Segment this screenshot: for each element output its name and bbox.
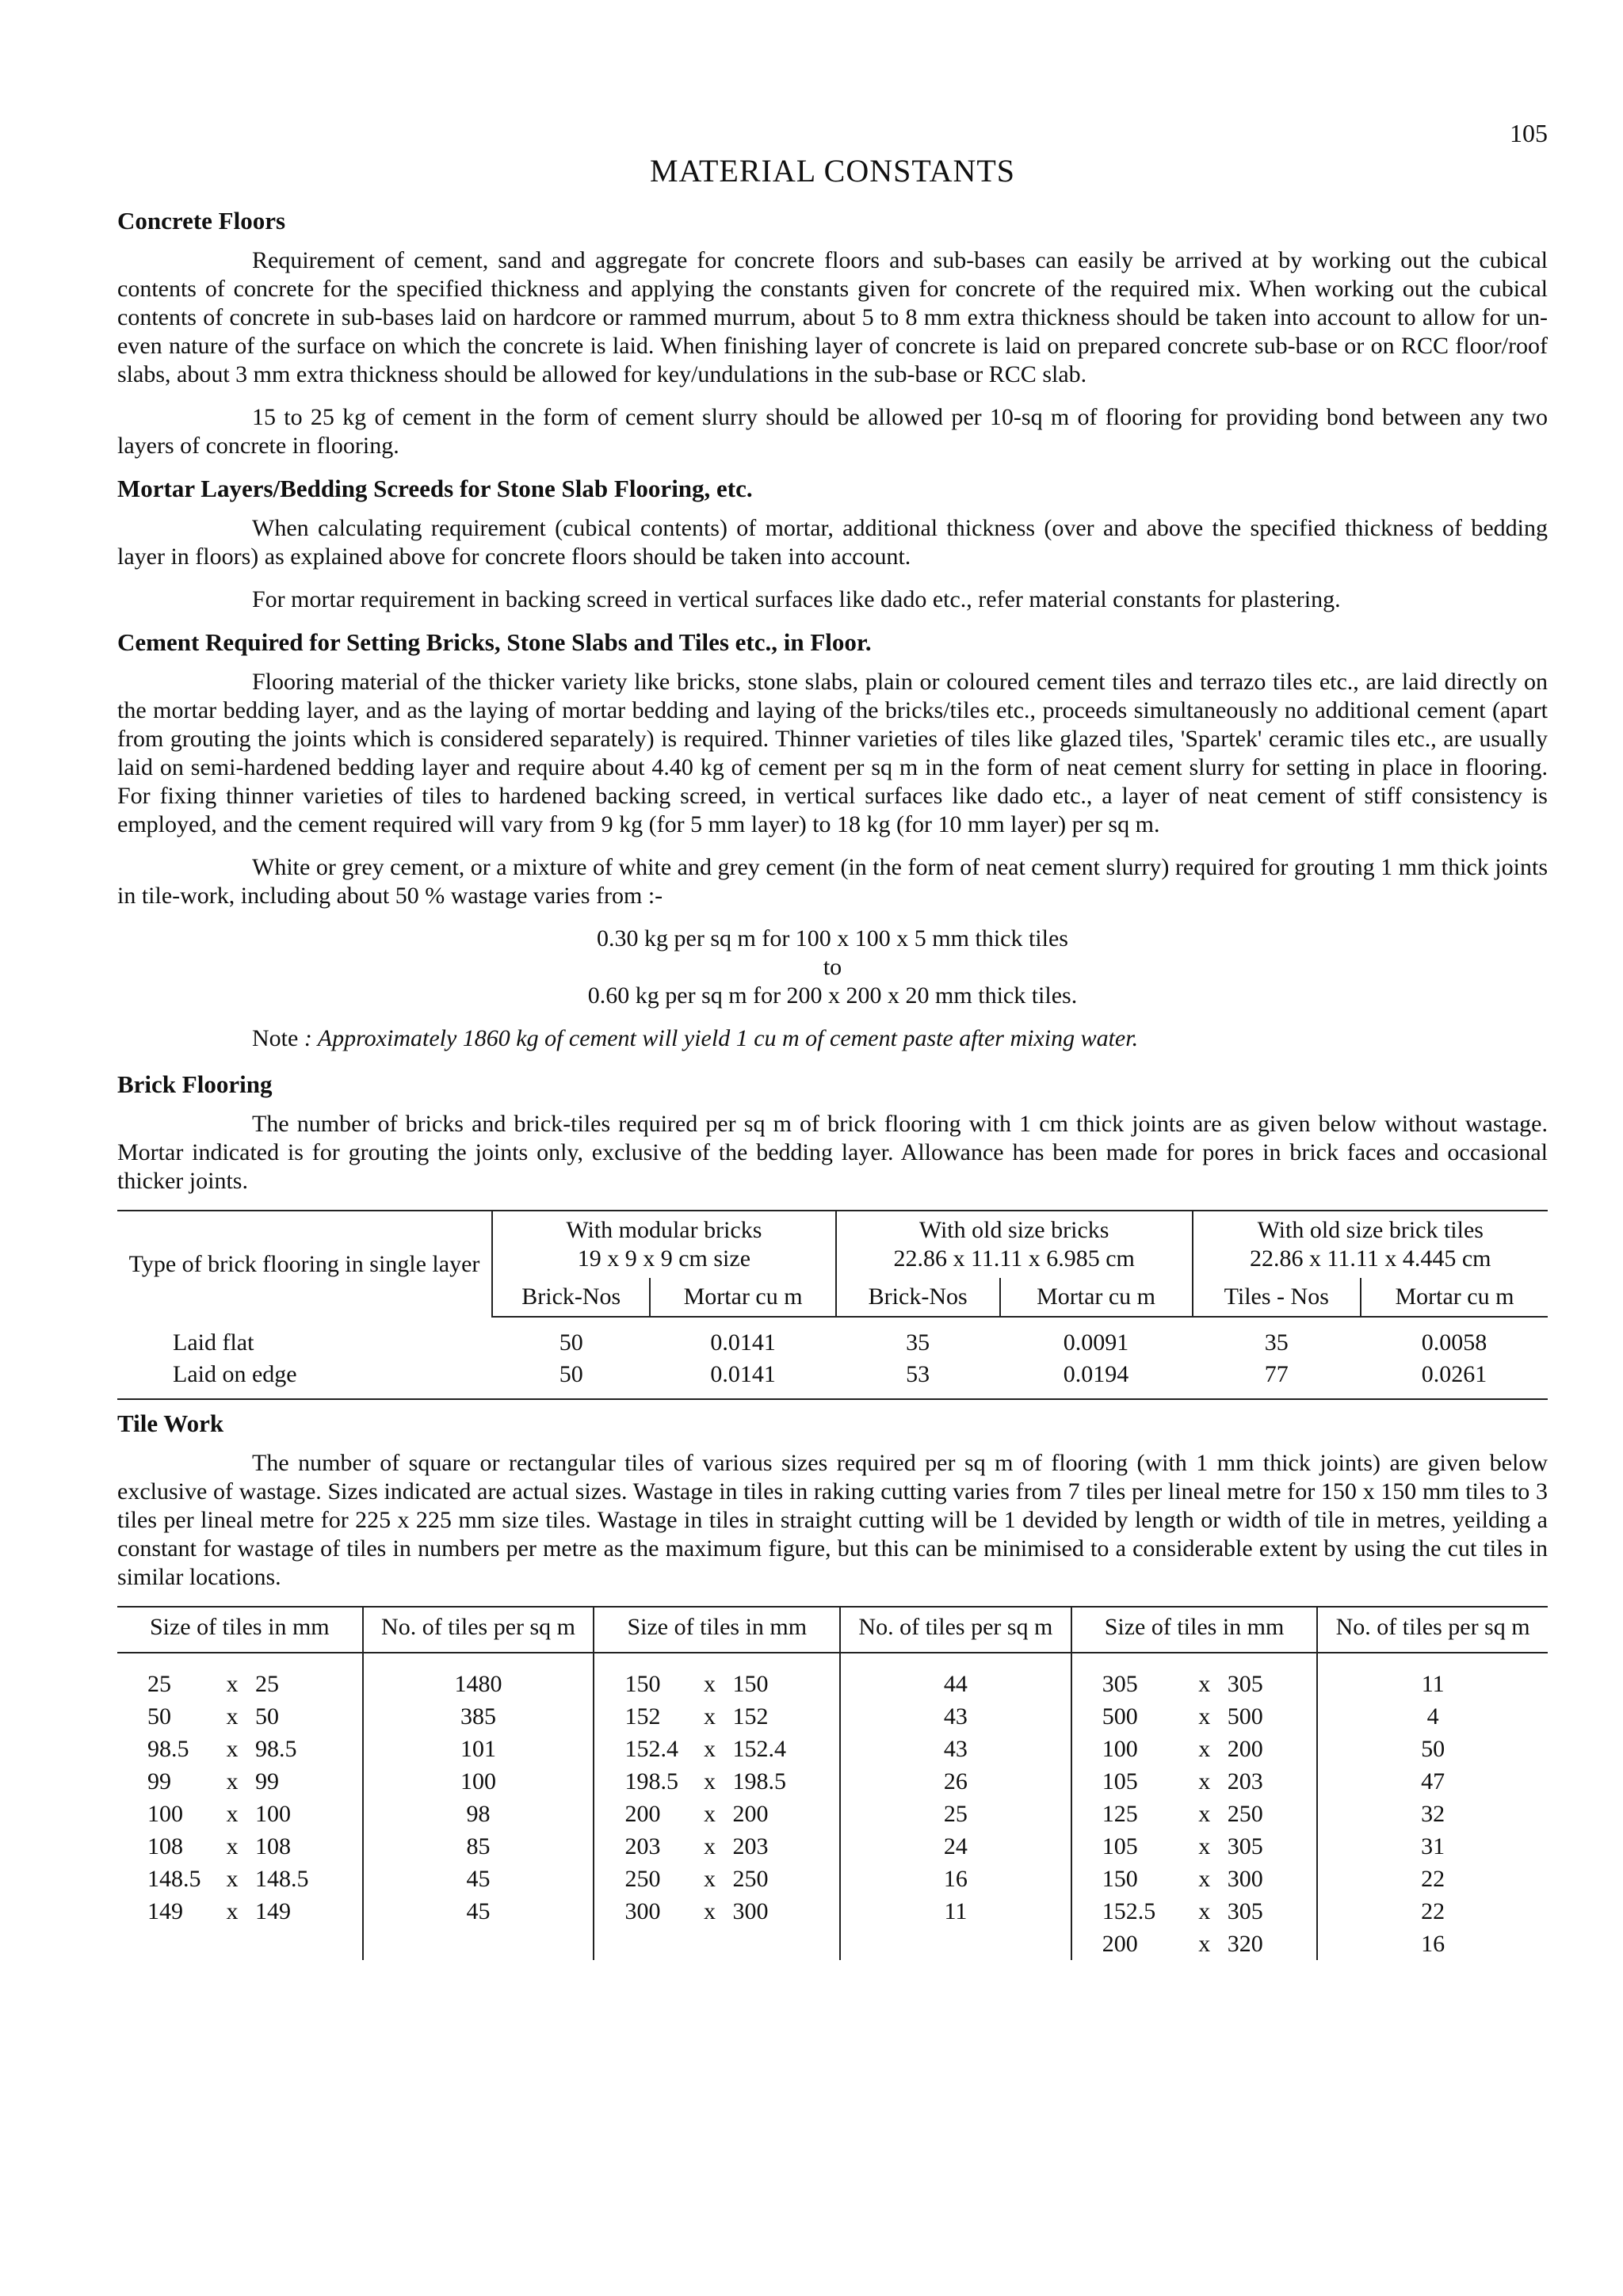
tile-width: 98.5: [255, 1736, 297, 1762]
tile-count-entry: 45: [466, 1866, 491, 1892]
brick-flooring-table: [117, 1210, 1548, 1400]
tile-count-entry: 24: [943, 1833, 968, 1859]
tile-length: 108: [147, 1833, 183, 1859]
times-sign: x: [226, 1703, 239, 1730]
brick-group-3-line-2: 22.86 x 11.11 x 4.445 cm: [1250, 1245, 1491, 1272]
tile-size-entry: [147, 1830, 359, 1863]
brick-type-header: Type of brick flooring in single layer: [128, 1250, 480, 1277]
tile-size-header: Size of tiles in mm: [1071, 1607, 1318, 1653]
times-sign: x: [1198, 1833, 1211, 1859]
tile-length: 149: [147, 1898, 183, 1924]
tile-size-column-3: [1071, 1653, 1318, 1960]
times-sign: x: [226, 1898, 239, 1924]
table-cell: 0.0141: [710, 1329, 776, 1356]
tile-count-entry: 31: [1421, 1833, 1445, 1859]
tile-length: 99: [147, 1768, 171, 1794]
brick-group-header-3: [1193, 1211, 1548, 1278]
tile-width: 203: [732, 1833, 769, 1859]
tile-length: 105: [1102, 1833, 1138, 1859]
tile-width: 305: [1227, 1833, 1263, 1859]
document-page: [117, 119, 1548, 1960]
tile-length: 150: [1102, 1866, 1138, 1892]
tile-count-entry: 22: [1421, 1866, 1445, 1892]
tile-length: 152: [624, 1703, 661, 1730]
times-sign: x: [703, 1866, 716, 1892]
mortar-col-header: Mortar cu m: [650, 1278, 835, 1317]
tile-width: 149: [255, 1898, 291, 1924]
tile-width: 300: [732, 1898, 769, 1924]
brick-group-3-line-1: With old size brick tiles: [1257, 1217, 1484, 1243]
cement-paragraph-1: Flooring material of the thicker variety like bricks, stone slabs, plain or coloured cement tiles and terrazo tiles etc., are laid directly on the mortar bedding layer, and as the laying of mortar bedding and laying of the bricks/tiles etc., proceeds simultaneously no additional cement (apart from grouting the joints which is considered separately) is required. Thinner varieties of tiles like glazed tiles, 'Spartek' ceramic tiles etc., are usually laid on semi-hardened bedding layer and require about 4.40 kg of cement per sq m in the form of neat cement slurry for setting in place in flooring. For fixing thinner varieties of tiles to hardened backing screed, in vertical surfaces like dado etc., a layer of neat cement of stiff consistency is employed, and the cement required will vary from 9 kg (for 5 mm layer) to 18 kg (for 10 mm layer) per sq m.: [117, 669, 1548, 837]
tile-count-entry: 16: [1421, 1931, 1445, 1957]
tile-count-column-2: [840, 1653, 1071, 1960]
tile-length: 100: [1102, 1736, 1138, 1762]
brick-row-type: Laid on edge: [173, 1361, 297, 1387]
table-cell: 35: [906, 1329, 930, 1356]
tile-count-entry: 32: [1421, 1801, 1445, 1827]
grout-range: [117, 925, 1548, 1010]
tile-count-entry: 11: [1421, 1671, 1445, 1697]
table-cell: 0.0091: [1063, 1329, 1129, 1356]
tile-count-header: No. of tiles per sq m: [1317, 1607, 1548, 1653]
table-cell: 77: [1264, 1361, 1289, 1387]
mortar-layers-heading: Mortar Layers/Bedding Screeds for Stone Slab Flooring, etc.: [117, 475, 753, 502]
tile-width: 108: [255, 1833, 291, 1859]
tile-count-entry: 100: [460, 1768, 497, 1794]
times-sign: x: [1198, 1866, 1211, 1892]
tile-length: 198.5: [624, 1768, 678, 1794]
table-cell: 50: [559, 1329, 583, 1356]
tile-length: 200: [624, 1801, 661, 1827]
tiles-col-header: Tiles - Nos: [1193, 1278, 1361, 1317]
tile-length: 250: [624, 1866, 661, 1892]
tile-count-entry: 385: [460, 1703, 497, 1730]
tile-count-entry: 85: [466, 1833, 491, 1859]
table-cell: 0.0058: [1421, 1329, 1487, 1356]
tile-count-entry: 45: [466, 1898, 491, 1924]
times-sign: x: [226, 1866, 239, 1892]
grout-range-line-1: 0.30 kg per sq m for 100 x 100 x 5 mm thick tiles: [597, 925, 1068, 952]
times-sign: x: [1198, 1736, 1211, 1762]
tile-size-entry: [1102, 1765, 1314, 1798]
brick-paragraph-1: The number of bricks and brick-tiles required per sq m of brick flooring with 1 cm thick joints are as given below without wastage. Mortar indicated is for grouting the joints only, exclusive of the bedding layer. Allowance has been made for pores in brick faces and occasional thicker joints.: [117, 1111, 1548, 1194]
tile-count-column-3: [1317, 1653, 1548, 1960]
tile-width: 320: [1227, 1931, 1263, 1957]
tile-size-header: Size of tiles in mm: [117, 1607, 363, 1653]
tile-size-entry: [624, 1733, 836, 1765]
mortar-col-header: Mortar cu m: [1361, 1278, 1548, 1317]
mortar-paragraph-1: When calculating requirement (cubical contents) of mortar, additional thickness (over and above the specified thickness of bedding layer in floors) as explained above for concrete floors should be taken into account.: [117, 515, 1548, 570]
tile-count-column-1: [363, 1653, 594, 1960]
table-row: [117, 1359, 1548, 1399]
mortar-col-header: Mortar cu m: [1000, 1278, 1193, 1317]
brick-group-header-1: [492, 1211, 836, 1278]
tile-width: 25: [255, 1671, 279, 1697]
cement-paragraph-2: White or grey cement, or a mixture of white and grey cement (in the form of neat cement slurry) required for grouting 1 mm thick joints in tile-work, including about 50 % wastage varies from :-: [117, 854, 1548, 909]
tile-count-entry: 11: [944, 1898, 968, 1924]
tile-length: 500: [1102, 1703, 1138, 1730]
tile-width: 250: [1227, 1801, 1263, 1827]
tile-width: 200: [1227, 1736, 1263, 1762]
cement-required-heading: Cement Required for Setting Bricks, Stone Slabs and Tiles etc., in Floor.: [117, 628, 872, 656]
tile-size-entry: [624, 1765, 836, 1798]
times-sign: x: [1198, 1931, 1211, 1957]
tile-width: 198.5: [732, 1768, 786, 1794]
tile-paragraph-1: The number of square or rectangular tiles of various sizes required per sq m of flooring (with 1 mm thick joints) are given below exclusive of wastage. Sizes indicated are actual sizes. Wastage in tiles in raking cutting varies from 7 tiles per lineal metre for 150 x 150 mm tiles to 3 tiles per lineal metre for 225 x 225 mm size tiles. Wastage in tiles in straight cutting will be 1 devided by length or width of tile in metres, yeilding a constant for wastage of tiles in numbers per metre as the maximum figure, but this can be minimised to a considerable extent by using the cut tiles in similar locations.: [117, 1450, 1548, 1590]
brick-row-type: Laid flat: [173, 1329, 254, 1356]
tile-width: 250: [732, 1866, 769, 1892]
brick-group-header-2: [836, 1211, 1193, 1278]
tile-count-entry: 98: [466, 1801, 491, 1827]
brick-group-1-line-2: 19 x 9 x 9 cm size: [577, 1245, 751, 1272]
table-cell: 53: [906, 1361, 930, 1387]
brick-flooring-heading: Brick Flooring: [117, 1070, 273, 1098]
tile-size-entry: [1102, 1863, 1314, 1895]
times-sign: x: [226, 1671, 239, 1697]
note-text: : Approximately 1860 kg of cement will yield 1 cu m of cement paste after mixing water.: [304, 1025, 1139, 1051]
cement-note: [252, 1024, 1548, 1053]
tile-size-column-1: [117, 1653, 363, 1960]
brick-group-2-line-1: With old size bricks: [918, 1217, 1109, 1243]
concrete-paragraph-2: 15 to 25 kg of cement in the form of cement slurry should be allowed per 10-sq m of flooring for providing bond between any two layers of concrete in flooring.: [117, 404, 1548, 459]
table-row: [117, 1317, 1548, 1359]
page-number: 105: [1510, 119, 1548, 147]
tile-length: 98.5: [147, 1736, 189, 1762]
tile-length: 152.5: [1102, 1898, 1156, 1924]
tile-count-entry: 4: [1426, 1703, 1439, 1730]
tile-length: 25: [147, 1671, 171, 1697]
times-sign: x: [226, 1768, 239, 1794]
tile-width: 152.4: [732, 1736, 786, 1762]
grout-range-line-2: 0.60 kg per sq m for 200 x 200 x 20 mm thick tiles.: [587, 982, 1078, 1009]
times-sign: x: [703, 1736, 716, 1762]
grout-range-to: to: [823, 954, 842, 980]
tile-width: 50: [255, 1703, 279, 1730]
tile-count-entry: 26: [943, 1768, 968, 1794]
tile-count-entry: 47: [1421, 1768, 1445, 1794]
tile-length: 100: [147, 1801, 183, 1827]
tile-size-entry: [624, 1668, 836, 1700]
tile-size-entry: [624, 1798, 836, 1830]
table-cell: 0.0261: [1421, 1361, 1487, 1387]
tile-size-entry: [1102, 1700, 1314, 1733]
tile-size-entry: [624, 1863, 836, 1895]
tile-length: 50: [147, 1703, 171, 1730]
tile-count-entry: 22: [1421, 1898, 1445, 1924]
tile-width: 305: [1227, 1898, 1263, 1924]
tile-size-entry: [1102, 1895, 1314, 1928]
tile-count-entry: 44: [943, 1671, 968, 1697]
tile-size-entry: [147, 1733, 359, 1765]
times-sign: x: [1198, 1671, 1211, 1697]
table-cell: 0.0194: [1063, 1361, 1129, 1387]
times-sign: x: [703, 1898, 716, 1924]
tile-size-column-2: [594, 1653, 840, 1960]
times-sign: x: [703, 1703, 716, 1730]
brick-group-1-line-1: With modular bricks: [566, 1217, 762, 1243]
tile-size-entry: [624, 1895, 836, 1928]
tile-size-entry: [624, 1700, 836, 1733]
tile-width: 152: [732, 1703, 769, 1730]
tile-count-entry: 25: [943, 1801, 968, 1827]
tile-size-entry: [1102, 1798, 1314, 1830]
tile-length: 148.5: [147, 1866, 201, 1892]
tile-length: 200: [1102, 1931, 1138, 1957]
table-cell: 50: [559, 1361, 583, 1387]
tile-width: 148.5: [255, 1866, 309, 1892]
tile-size-entry: [147, 1765, 359, 1798]
tile-size-entry: [1102, 1928, 1314, 1960]
times-sign: x: [1198, 1768, 1211, 1794]
tile-width: 200: [732, 1801, 769, 1827]
tile-width: 300: [1227, 1866, 1263, 1892]
tile-width: 305: [1227, 1671, 1263, 1697]
concrete-floors-heading: Concrete Floors: [117, 207, 286, 235]
tile-width: 100: [255, 1801, 291, 1827]
page-title: MATERIAL CONSTANTS: [649, 153, 1016, 189]
table-cell: 0.0141: [710, 1361, 776, 1387]
tile-size-entry: [147, 1798, 359, 1830]
tile-count-entry: 16: [943, 1866, 968, 1892]
brick-col-header: Brick-Nos: [492, 1278, 650, 1317]
tile-size-entry: [147, 1668, 359, 1700]
tile-size-entry: [147, 1863, 359, 1895]
tile-length: 152.4: [624, 1736, 678, 1762]
times-sign: x: [226, 1801, 239, 1827]
tile-length: 300: [624, 1898, 661, 1924]
times-sign: x: [226, 1833, 239, 1859]
tile-size-entry: [1102, 1830, 1314, 1863]
brick-col-header: Brick-Nos: [836, 1278, 1000, 1317]
times-sign: x: [1198, 1703, 1211, 1730]
tile-length: 203: [624, 1833, 661, 1859]
tile-length: 305: [1102, 1671, 1138, 1697]
tile-length: 105: [1102, 1768, 1138, 1794]
times-sign: x: [226, 1736, 239, 1762]
tile-work-heading: Tile Work: [117, 1409, 224, 1437]
table-cell: 35: [1264, 1329, 1289, 1356]
tile-count-header: No. of tiles per sq m: [363, 1607, 594, 1653]
tile-length: 125: [1102, 1801, 1138, 1827]
tile-size-entry: [147, 1700, 359, 1733]
tile-size-entry: [147, 1895, 359, 1928]
tile-width: 150: [732, 1671, 769, 1697]
concrete-paragraph-1: Requirement of cement, sand and aggregate for concrete floors and sub-bases can easily be arrived at by working out the cubical contents of concrete for the specified thickness and applying the constants given for concrete of the required mix. When working out the cubical contents of concrete in sub-bases laid on hardcore or rammed murrum, about 5 to 8 mm extra thickness should be taken into account to allow for un-even nature of the surface on which the concrete is laid. When finishing layer of concrete is laid on prepared concrete sub-base or on RCC floor/roof slabs, about 3 mm extra thickness should be allowed for key/undulations in the sub-base or RCC slab.: [117, 247, 1548, 387]
brick-group-2-line-2: 22.86 x 11.11 x 6.985 cm: [893, 1245, 1135, 1272]
tile-work-table: [117, 1606, 1548, 1960]
tile-size-entry: [1102, 1733, 1314, 1765]
tile-size-entry: [624, 1830, 836, 1863]
tile-count-entry: 1480: [454, 1671, 502, 1697]
tile-size-header: Size of tiles in mm: [594, 1607, 840, 1653]
tile-width: 500: [1227, 1703, 1263, 1730]
tile-width: 203: [1227, 1768, 1263, 1794]
times-sign: x: [1198, 1801, 1211, 1827]
tile-count-entry: 101: [460, 1736, 497, 1762]
times-sign: x: [703, 1833, 716, 1859]
tile-length: 150: [624, 1671, 661, 1697]
tile-count-entry: 50: [1421, 1736, 1445, 1762]
tile-width: 99: [255, 1768, 279, 1794]
tile-count-entry: 43: [943, 1736, 968, 1762]
tile-count-entry: 43: [943, 1703, 968, 1730]
note-label: Note: [252, 1025, 299, 1051]
tile-size-entry: [1102, 1668, 1314, 1700]
times-sign: x: [703, 1801, 716, 1827]
times-sign: x: [703, 1671, 716, 1697]
tile-count-header: No. of tiles per sq m: [840, 1607, 1071, 1653]
times-sign: x: [703, 1768, 716, 1794]
mortar-paragraph-2: For mortar requirement in backing screed in vertical surfaces like dado etc., refer material constants for plastering.: [252, 586, 1341, 612]
times-sign: x: [1198, 1898, 1211, 1924]
